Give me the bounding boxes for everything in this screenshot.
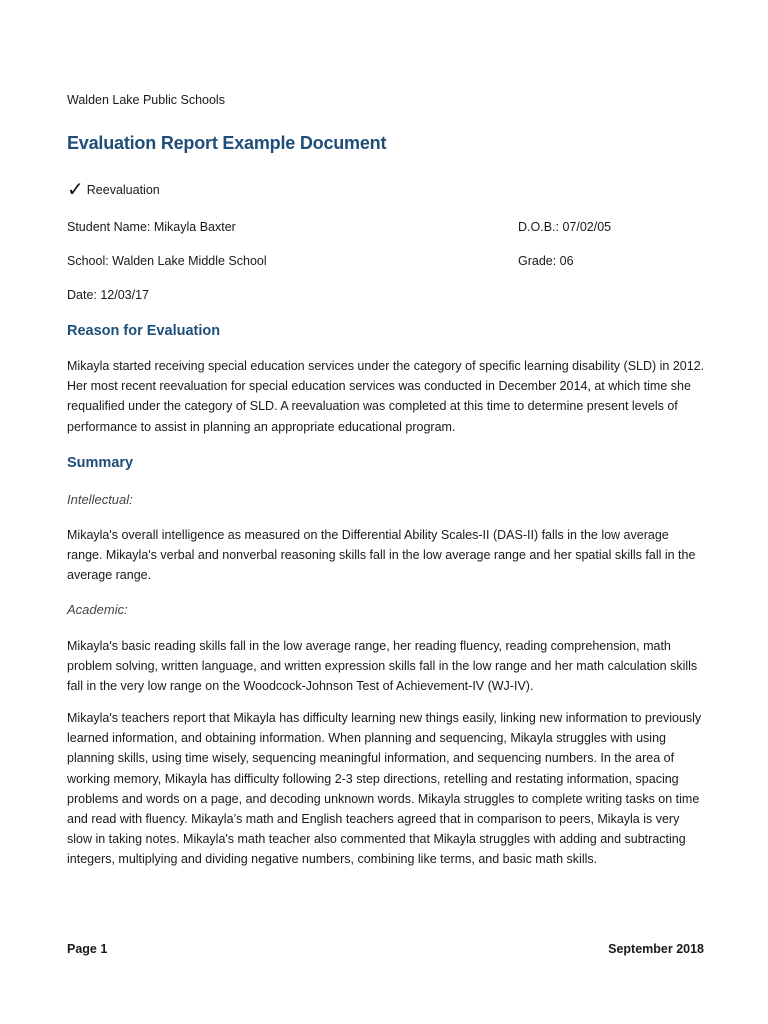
document-title: Evaluation Report Example Document (67, 133, 387, 153)
student-name: Student Name: Mikayla Baxter (67, 220, 236, 234)
intellectual-heading: Intellectual: (67, 492, 133, 507)
academic-heading: Academic: (67, 602, 128, 617)
organization-name: Walden Lake Public Schools (67, 93, 225, 107)
evaluation-type-label: Reevaluation (86, 183, 160, 197)
academic-text-1: Mikayla's basic reading skills fall in the low average range, her reading fluency, reading comprehension, math problem solving, written language, and written expression skills fall in the low range and her math calculation skills fall in the very low range on the Woodcock-Johnson Test of Achievement-IV (WJ-IV). (67, 639, 698, 694)
reason-text: Mikayla started receiving special education services under the category of specific learning disability (SLD) in 2012. Her most recent reevaluation for special education services was conducted in December 2014, at which time she requalified under the category of SLD. A reevaluation was completed at this time to determine present levels of performance to assist in planning an appropriate educational program. (67, 359, 705, 434)
footer-date: September 2018 (608, 942, 704, 956)
intellectual-text: Mikayla's overall intelligence as measured on the Differential Ability Scales-II (DAS-II) falls in the low average range. Mikayla's verbal and nonverbal reasoning skills fall in the low average range and her spatial skills fall in the average range. (67, 528, 696, 583)
checkmark-icon: ✓ (67, 179, 84, 201)
page-number: Page 1 (67, 942, 108, 956)
student-school: School: Walden Lake Middle School (67, 254, 267, 268)
evaluation-type (67, 181, 160, 199)
evaluation-date: Date: 12/03/17 (67, 288, 150, 302)
summary-heading: Summary (67, 455, 134, 471)
academic-text-2: Mikayla's teachers report that Mikayla has difficulty learning new things easily, linking new information to previously learned information, and obtaining information. When planning and sequencing, Mikayla struggles with using planning skills, using time wisely, sequencing meaningful information, and sequencing numbers. In the area of working memory, Mikayla has difficulty following 2-3 step directions, retelling and restating information, spacing problems and words on a page, and decoding unknown words. Mikayla struggles to complete writing tasks on time and read with fluency. Mikayla’s math and English teachers agreed that in comparison to peers, Mikayla is very slow in taking notes. Mikayla's math teacher also commented that Mikayla struggles with adding and subtracting integers, multiplying and dividing negative numbers, combining like terms, and basic math skills. (67, 711, 702, 867)
student-dob: D.O.B.: 07/02/05 (518, 220, 612, 234)
student-grade: Grade: 06 (518, 254, 574, 268)
reason-heading: Reason for Evaluation (67, 323, 221, 339)
